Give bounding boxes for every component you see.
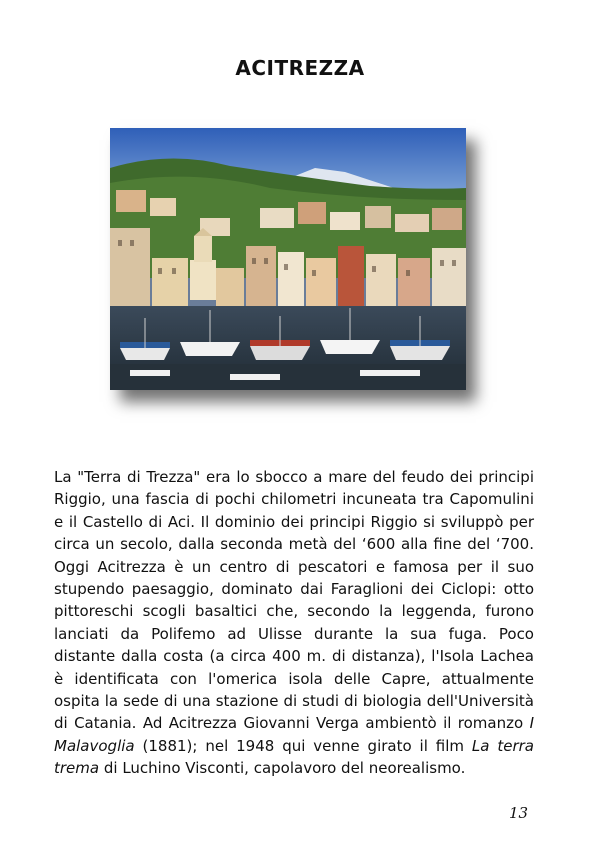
paragraph-text-part2: (1881); nel 1948 qui venne girato il film xyxy=(134,736,472,755)
harbor-photo xyxy=(110,128,466,390)
paragraph-text-part1: La "Terra di Trezza" era lo sbocco a mare del feudo dei principi Riggio, una fascia di pochi chilometri incuneata tra Capomulini e il Castello di Aci. Il dominio dei principi Riggio si sviluppò per circa un secolo, dalla seconda metà del ‘600 alla fine del ‘700. Oggi Acitrezza è un centro di pescatori e famosa per il suo stupendo paesaggio, dominato dai Faraglioni dei Ciclopi: otto pittoreschi scogli basaltici che, secondo la leggenda, furono lanciati da Polifemo ad Ulisse durante la sua fuga. Poco distante dalla costa (a circa 400 m. di distanza), l'Isola Lachea è identificata con l'omerica isola delle Capre, attualmente ospita la sede di una stazione di studi di biologia dell'Università di Catania. Ad Acitrezza Giovanni Verga ambientò il romanzo xyxy=(54,468,534,733)
page-title: ACITREZZA xyxy=(235,56,365,80)
novel-title: I Malavoglia xyxy=(54,714,534,755)
body-paragraph xyxy=(54,466,534,780)
page-number: 13 xyxy=(509,804,529,822)
paragraph-text-part3: di Luchino Visconti, capolavoro del neorealismo. xyxy=(99,759,466,778)
film-title: La terra trema xyxy=(54,736,535,778)
